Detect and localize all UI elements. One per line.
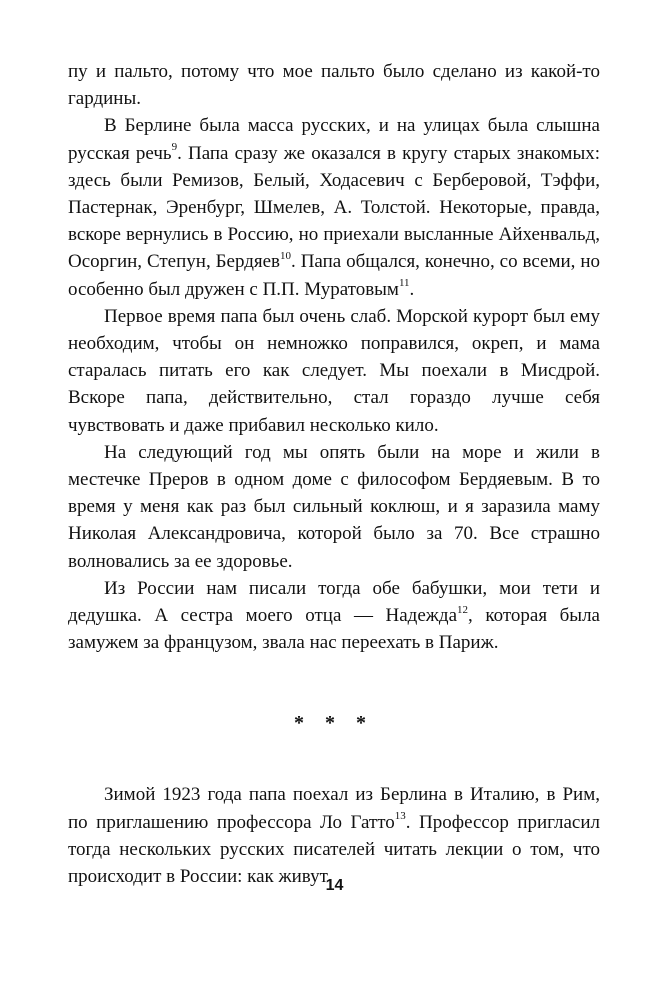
paragraph — [68, 439, 600, 575]
footnote-ref: 9 — [171, 141, 178, 154]
page-number: 14 — [325, 877, 344, 894]
paragraph-text: . Папа общался, конечно, со всеми, но особенно был дружен с П.П. Муратовым — [68, 251, 600, 300]
paragraphs-after-separator — [68, 781, 600, 890]
paragraph — [68, 303, 600, 439]
paragraph — [68, 112, 600, 302]
footnote-ref: 12 — [457, 603, 469, 616]
paragraph-text: Зимой 1923 года папа поехал из Берлина в Италию, в Рим, по приглашению профессора Ло Гатто — [68, 784, 600, 833]
paragraph-text: . — [409, 278, 415, 300]
footnote-ref: 13 — [394, 810, 406, 823]
paragraph-text: Из России нам писали тогда обе бабушки, мои тети и дедушка. А сестра моего отца — Надежда — [68, 577, 600, 627]
page-text-body — [68, 58, 600, 890]
paragraph-text: , которая была замужем за французом, звала нас переехать в Париж. — [68, 605, 600, 654]
paragraph-text: Первое время папа был очень слаб. Морской курорт был ему необходим, чтобы он немножко поправился, окреп, и мама старалась питать его как следует. Мы поехали в Мисдрой. Вскоре папа, действительно, стал гораздо лучше себя чувствовать и даже прибавил несколько кило. — [68, 305, 600, 436]
paragraph-text: пу и пальто, потому что мое пальто было сделано из какой-то гардины. — [68, 61, 600, 110]
paragraph-text: В Берлине была масса русских, и на улицах была слышна русская речь — [68, 115, 600, 164]
paragraph-text: На следующий год мы опять были на море и жили в местечке Преров в одном доме с философом Бердяевым. В то время у меня как раз был сильный коклюш, и я заразила маму Николая Александровича, которой было за 70. Все страшно волновались за ее здоровье. — [68, 441, 600, 572]
paragraph — [68, 58, 600, 112]
footnote-ref: 11 — [398, 277, 410, 290]
paragraphs-before-separator — [68, 58, 600, 656]
paragraph-text: . Профессор пригласил тогда нескольких русских писателей читать лекции о том, что происходит в России: как живут — [68, 811, 601, 888]
section-separator: * * * — [294, 712, 374, 735]
paragraph — [68, 781, 600, 890]
paragraph-text: . Папа сразу же оказался в кругу старых знакомых: здесь были Ремизов, Белый, Ходасевич с Берберовой, Тэффи, Пастернак, Эренбург, Шмелев, А. Толстой. Некоторые, правда, вскоре вернулись в Россию, но приехали высланные Айхенвальд, Осоргин, Степун, Бердяев — [68, 142, 600, 273]
paragraph — [68, 575, 600, 657]
footnote-ref: 10 — [280, 250, 292, 263]
